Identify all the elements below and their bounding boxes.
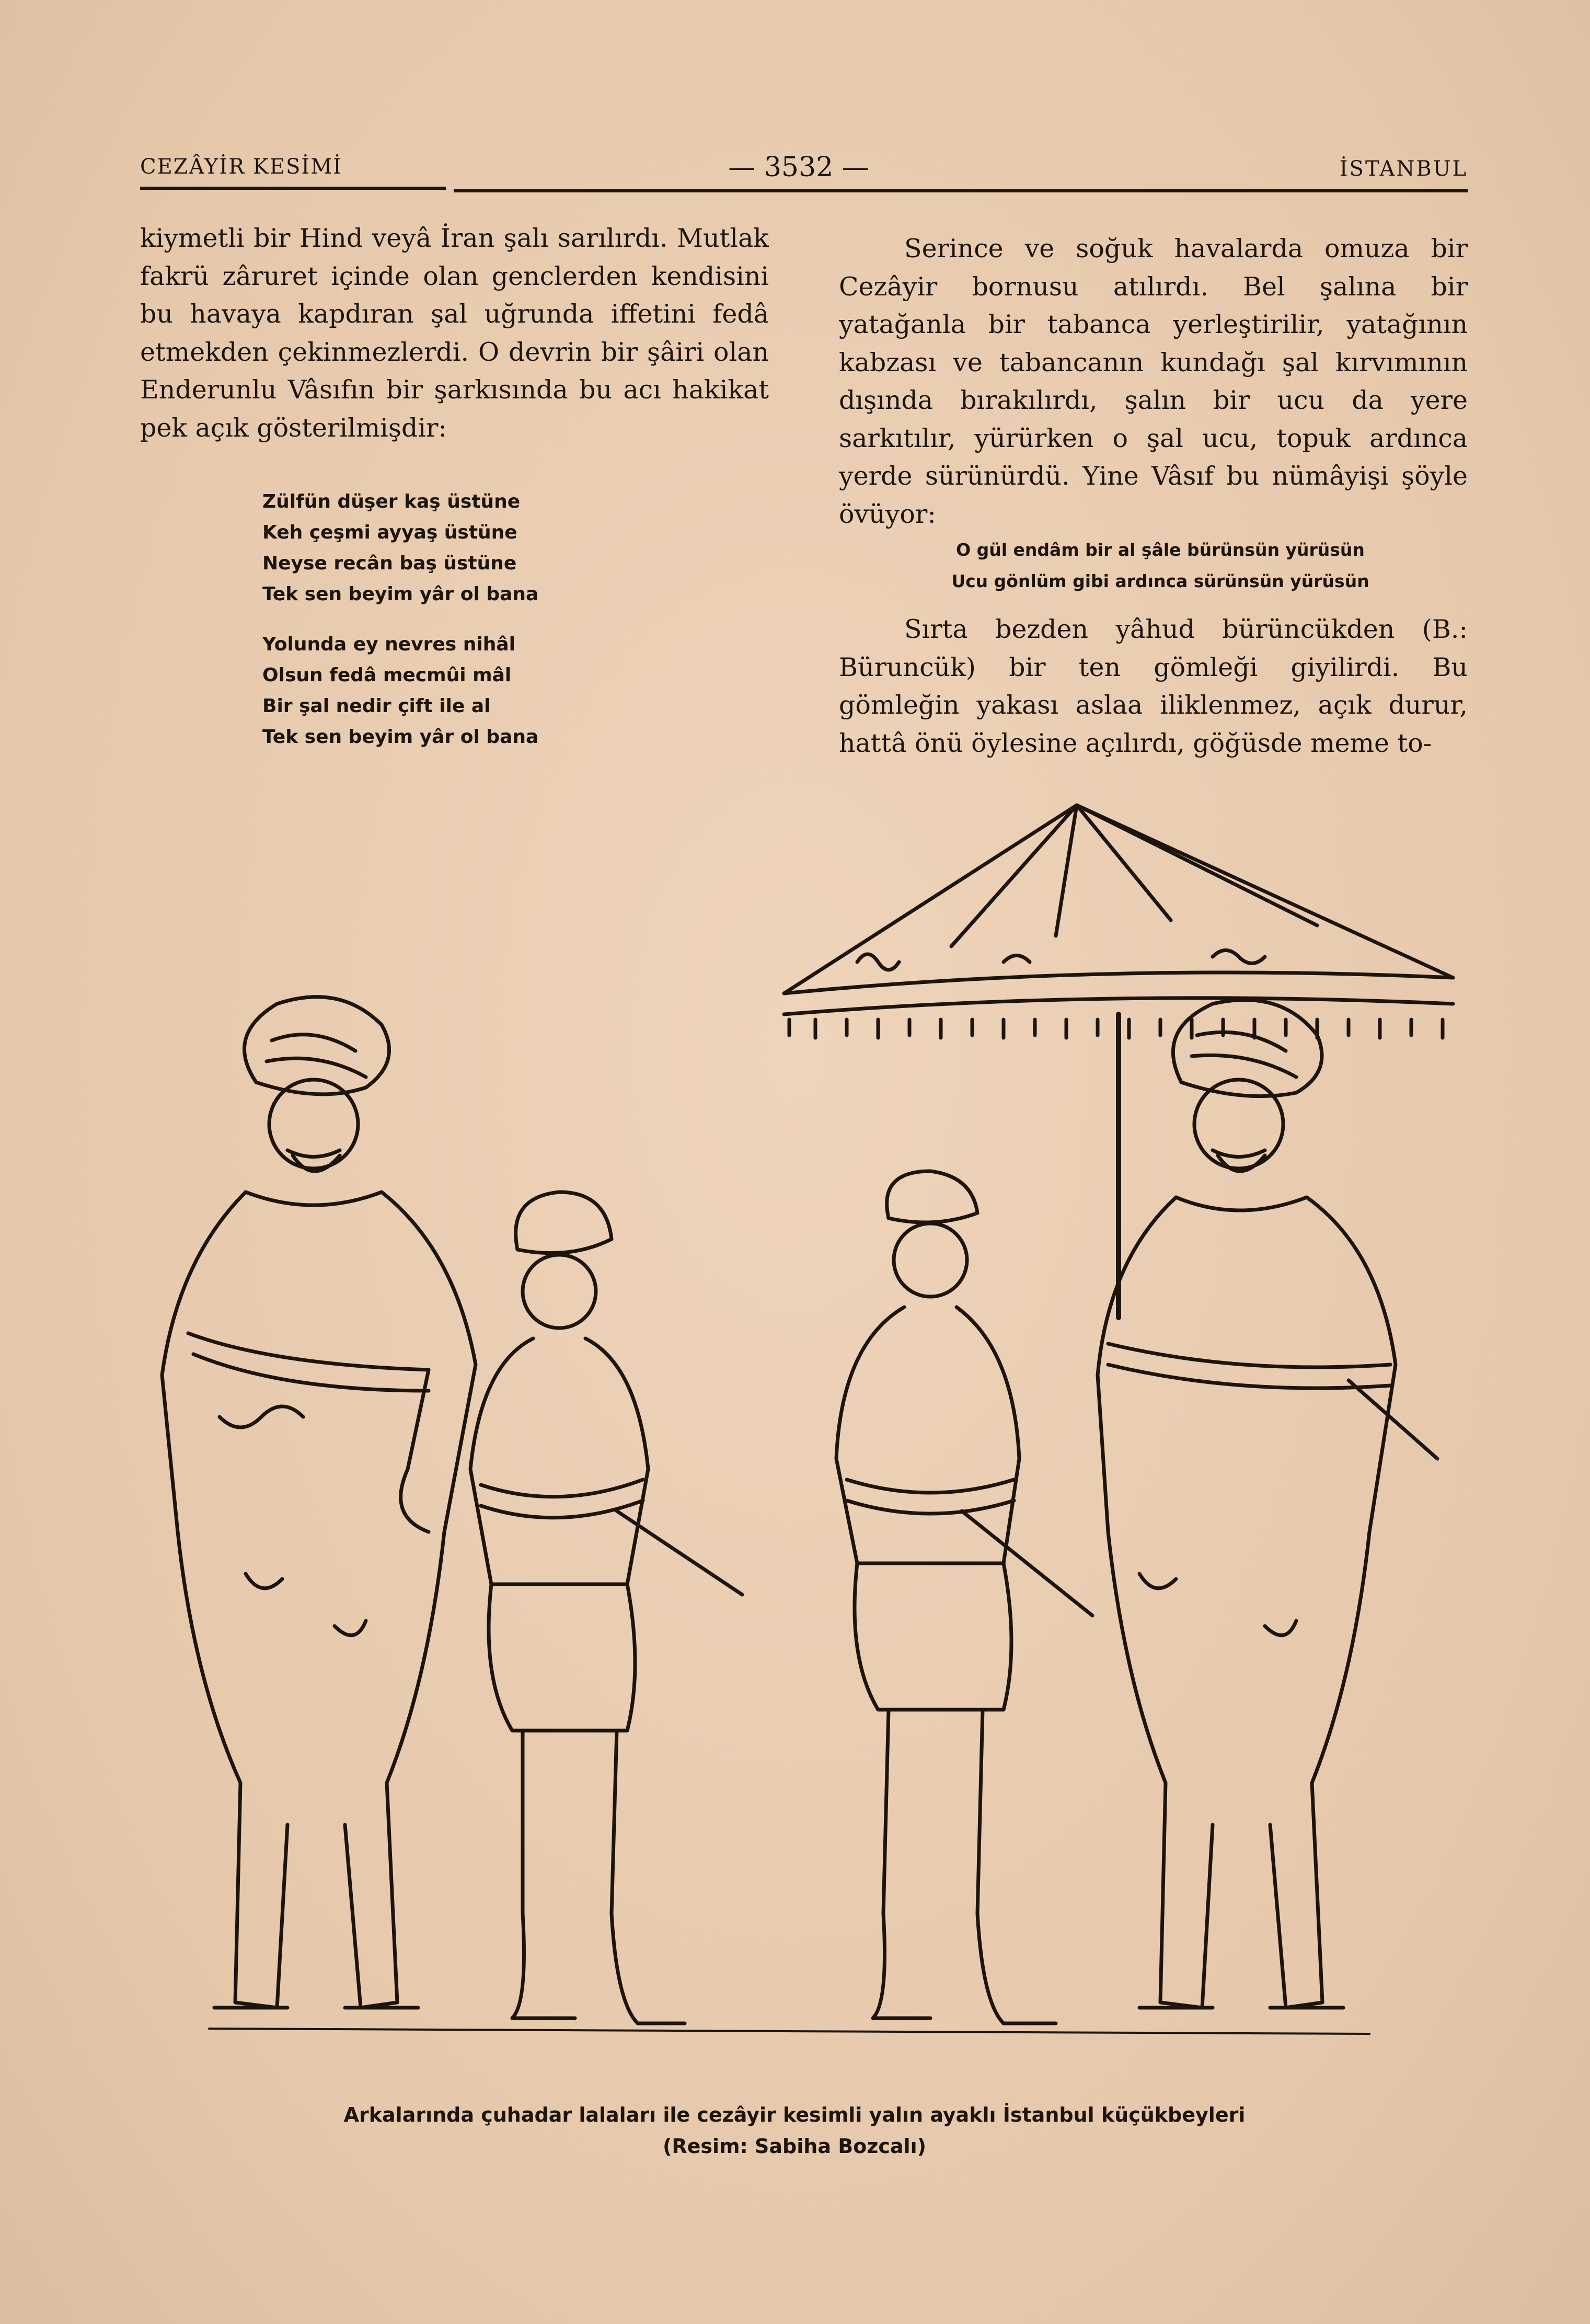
- figure-right-boy: [836, 1171, 1092, 2023]
- left-paragraph: kiymetli bir Hind veyâ İran şalı sarılırdı. Mutlak fakrü zâruret içinde olan genclerden kendisini bu havaya kapdıran şal uğrunda iffetini fedâ etmekden çekinmezlerdi. O devrin bir şâiri olan Enderunlu Vâsıfın bir şarkısında bu acı hakikat pek açık gösterilmişdir:: [140, 223, 769, 443]
- volume-title: İSTANBUL: [1339, 157, 1468, 181]
- caption-line: Arkalarında çuhadar lalaları ile cezâyir kesimli yalın ayaklı İstanbul küçükbeyleri: [343, 2103, 1246, 2126]
- header-rule-right: [454, 189, 1468, 192]
- figure-right-man: [1098, 1000, 1437, 2008]
- verse-line: Tek sen beyim yâr ol bana: [262, 583, 539, 605]
- right-column-text-bottom: [839, 611, 1468, 762]
- poem-stanza-1: [262, 491, 538, 614]
- verse-line: Zülfün düşer kaş üstüne: [262, 491, 521, 512]
- verse-line: Yolunda ey nevres nihâl: [262, 634, 515, 655]
- caption-credit: (Resim: Sabiha Bozcalı): [662, 2135, 926, 2158]
- figure-left-boy: [470, 1192, 742, 2023]
- vasif-couplet: [899, 540, 1422, 602]
- right-column-text-top: [839, 230, 1468, 533]
- verse-line: Keh çeşmi ayyaş üstüne: [262, 522, 517, 543]
- verse-line: Olsun fedâ mecmûi mâl: [262, 665, 512, 686]
- right-paragraph-1: Serince ve soğuk havalarda omuza bir Cezâyir bornusu atılırdı. Bel şalına bir yatağanla bir tabanca yerleştirilir, yatağının kabzası ve tabancanın kundağı şal kırvımının dışında bırakılırdı, şalın bir ucu da yere sarkıtılır, yürürken o şal ucu, topuk ardınca yerde sürünürdü. Yine Vâsıf bu nümâyişi şöyle övüyor:: [839, 234, 1468, 529]
- verse-line: Tek sen beyim yâr ol bana: [262, 726, 539, 748]
- right-paragraph-2: Sırta bezden yâhud bürüncükden (B.: Büruncük) bir ten gömleği giyilirdi. Bu gömleğin yakası aslaa iliklenmez, açık durur, hattâ önü öylesine açılırdı, göğüsde meme to-: [839, 614, 1468, 758]
- figures-illustration: [115, 789, 1474, 2086]
- verse-line: Neyse recân baş üstüne: [262, 553, 517, 574]
- couplet-line: O gül endâm bir al şâle bürünsün yürüsün: [956, 540, 1365, 560]
- figure-left-man: [162, 997, 476, 2008]
- section-title: CEZÂYİR KESİMİ: [140, 155, 342, 179]
- header-rule-left: [140, 187, 446, 190]
- poem-stanza-2: [262, 634, 538, 757]
- parasol-drawing: [784, 805, 1453, 1318]
- ground-line: [209, 2029, 1369, 2034]
- couplet-line: Ucu gönlüm gibi ardınca sürünsün yürüsün: [951, 571, 1369, 591]
- left-column-text: [140, 220, 769, 447]
- illustration-caption: [157, 2099, 1432, 2162]
- verse-line: Bir şal nedir çift ile al: [262, 695, 491, 717]
- page-number: — 3532 —: [728, 152, 869, 183]
